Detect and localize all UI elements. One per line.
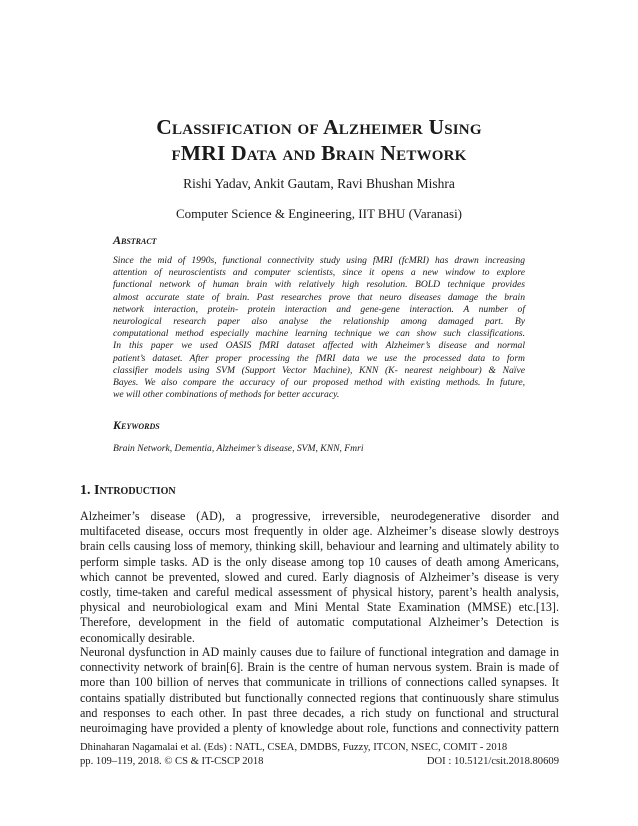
introduction-paragraph-1 xyxy=(80,509,559,646)
keywords-heading: Keywords xyxy=(113,418,160,432)
abstract-line: patient’s dataset. After proper processing the fMRI data we use the processed data to form xyxy=(113,352,525,364)
paragraph-line: Alzheimer’s disease (AD), a progressive, irreversible, neurodegenerative disorder and xyxy=(80,509,559,523)
paragraph-line: multifaceted disease, occurs most frequently in older age. Alzheimer’s disease slowly destroys xyxy=(80,524,559,539)
abstract-line: network interaction, protein- protein interaction and gene-gene interaction. A number of xyxy=(113,303,525,315)
paragraph-line: Therefore, development in the field of automatic computational Alzheimer’s Detection is xyxy=(80,615,559,630)
title-line-2: fMRI Data and Brain Network xyxy=(171,141,467,165)
paper-title xyxy=(80,114,558,166)
affiliation: Computer Science & Engineering, IIT BHU (Varanasi) xyxy=(175,206,463,221)
introduction-heading: 1. Introduction xyxy=(80,483,176,498)
paragraph-line: Neuronal dysfunction in AD mainly causes due to failure of functional integration and damage in xyxy=(80,645,559,659)
abstract-line: Bayes. We also compare the accuracy of our proposed method with existing methods. In future, xyxy=(113,377,525,389)
abstract-line: Since the mid of 1990s, functional connectivity study using fMRI (fcMRI) has drawn increasing xyxy=(113,255,525,266)
abstract-line: classifier models using SVM (Support Vector Machine), KNN (K- nearest neighbour) & Naïve xyxy=(113,364,525,376)
paragraph-line: economically desirable. xyxy=(80,630,195,645)
paragraph-line: which cannot be prevented, slowed and cured. Early diagnosis of Alzheimer’s disease is very xyxy=(80,569,559,584)
author-list: Rishi Yadav, Ankit Gautam, Ravi Bhushan Mishra xyxy=(183,176,455,191)
footer-doi: DOI : 10.5121/csit.2018.80609 xyxy=(426,756,559,767)
title-line-1: Classification of Alzheimer Using xyxy=(156,115,482,139)
introduction-paragraph-2 xyxy=(80,645,559,736)
paragraph-line: costly, time-taken and careful medical assessment of physical history, parent’s health analysis, xyxy=(80,585,559,600)
abstract-line: attention of neuroscientists and computer scientists, since it opens a new window to explore xyxy=(113,267,525,279)
abstract-line: functional network of human brain with relatively high resolution. BOLD technique provides xyxy=(113,279,525,291)
footer-citation xyxy=(80,755,559,768)
paragraph-line: connectivity network of brain[6]. Brain is the centre of human nervous system. Brain is made of xyxy=(80,660,559,675)
footer-proceedings: Dhinaharan Nagamalai et al. (Eds) : NATL, CSEA, DMDBS, Fuzzy, ITCON, NSEC, COMIT - 2018 xyxy=(80,742,508,753)
footer-pages-copyright: pp. 109–119, 2018. © CS & IT-CSCP 2018 xyxy=(80,756,264,767)
abstract-body xyxy=(113,255,525,401)
paragraph-line: brain cells causing loss of memory, thinking skill, behaviour and learning and ultimately ability to xyxy=(80,539,559,554)
paragraph-line: more than 100 billion of nerves that communicate in trillions of connections called synapses. It xyxy=(80,675,559,690)
abstract-heading: Abstract xyxy=(113,233,157,247)
abstract-line: In this paper we used OASIS fMRI dataset affected with Alzheimer’s disease and normal xyxy=(113,340,525,352)
keywords-text: Brain Network, Dementia, Alzheimer’s disease, SVM, KNN, Fmri xyxy=(113,443,364,454)
paragraph-line: neuroimaging have provided a plenty of knowledge about role, functions and connectivity pattern xyxy=(80,721,559,736)
abstract-line: we will other combinations of methods for better accuracy. xyxy=(113,389,340,401)
abstract-line: neurological research paper also analyse the relationship among damaged part. By xyxy=(113,316,525,328)
abstract-line: computational method especially machine learning technique we can show such classifications. xyxy=(113,328,525,340)
paragraph-line: and responses to each other. In past three decades, a rich study on functional and structural xyxy=(80,705,559,720)
paragraph-line: physical and neurobiological exam and Mini Mental State Examination (MMSE) etc.[13]. xyxy=(80,600,559,615)
abstract-line: almost accurate state of brain. Past researches prove that neuro diseases damage the brain xyxy=(113,291,525,303)
paragraph-line: contains spatially distributed but functionally connected regions that continuously share stimulus xyxy=(80,690,559,705)
paragraph-line: perform simple tasks. AD is the only disease among top 10 causes of death among Americans, xyxy=(80,554,559,569)
